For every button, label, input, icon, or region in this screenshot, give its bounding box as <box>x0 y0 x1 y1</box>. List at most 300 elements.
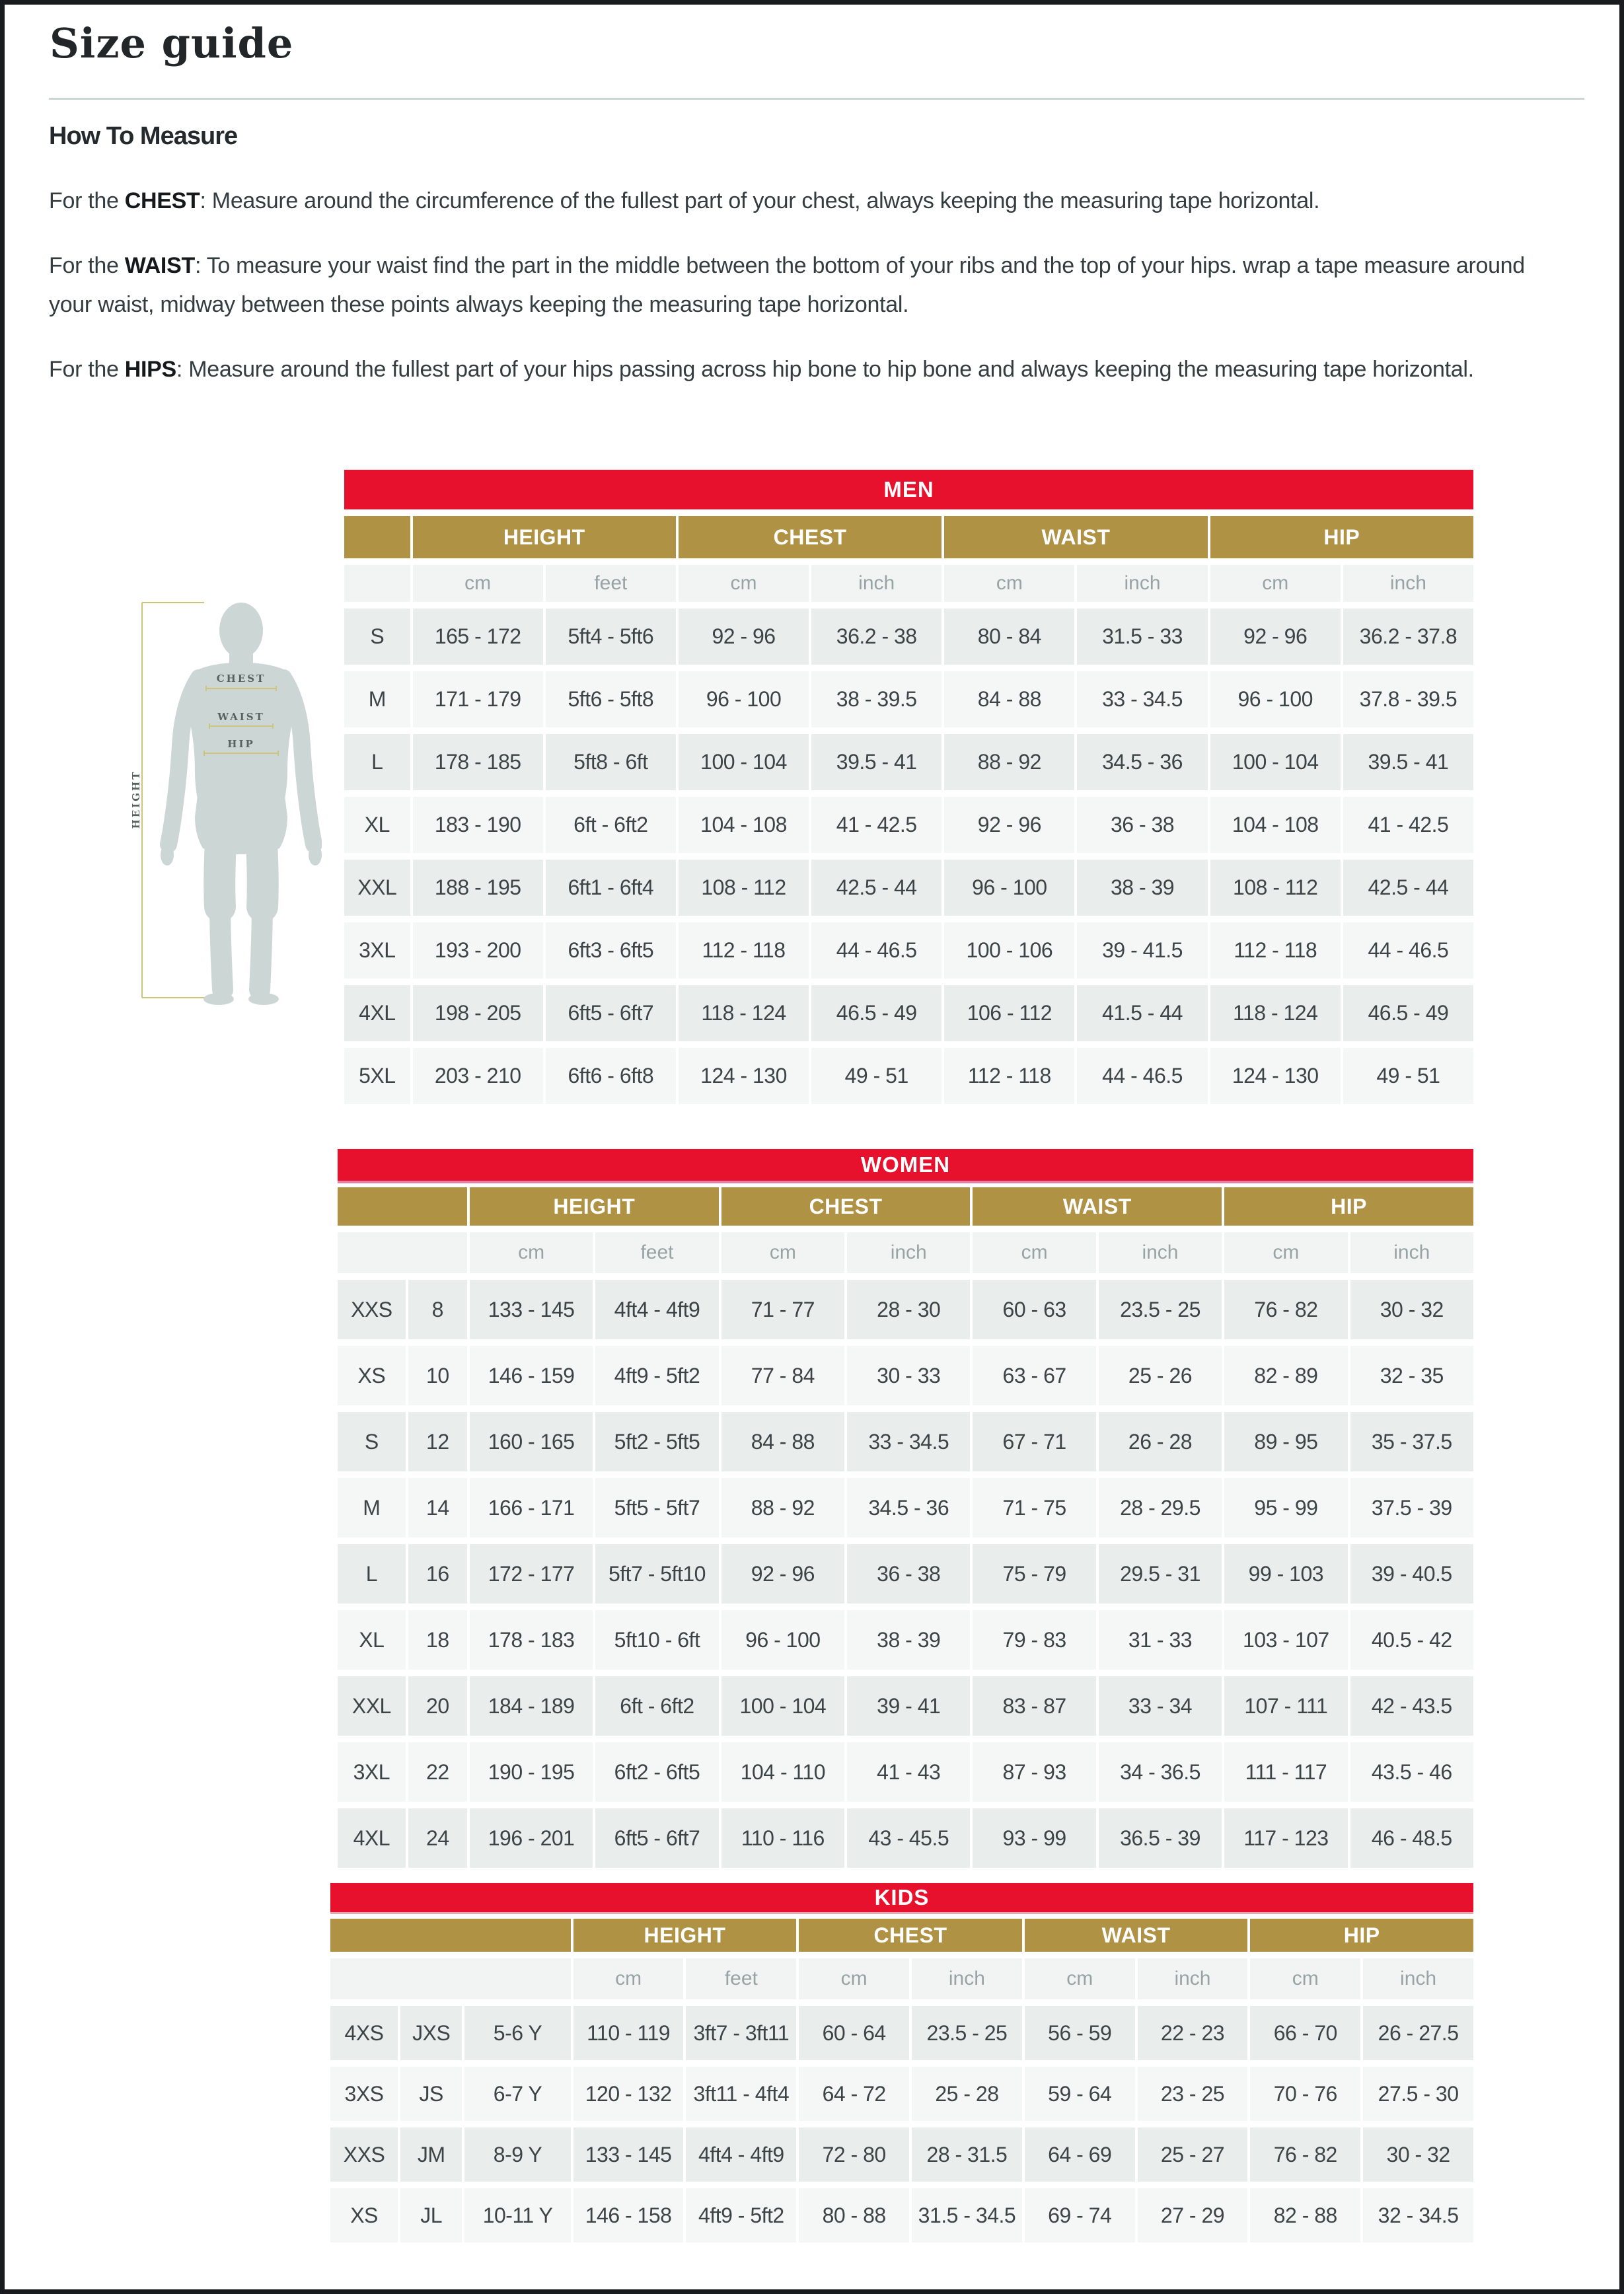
size-label: 10 <box>408 1346 467 1405</box>
measurement-cell: 75 - 79 <box>973 1544 1095 1604</box>
measurement-cell: 110 - 116 <box>721 1808 844 1868</box>
measurement-cell: 203 - 210 <box>413 1048 543 1104</box>
measurement-cell: 6ft6 - 6ft8 <box>546 1048 676 1104</box>
measurement-cell: 146 - 159 <box>470 1346 593 1405</box>
group-header-spacer <box>338 1187 467 1226</box>
measurement-cell: 104 - 110 <box>721 1742 844 1802</box>
units-row <box>330 1958 1473 1999</box>
measurement-cell: 112 - 118 <box>944 1048 1074 1104</box>
measurement-cell: 38 - 39.5 <box>811 671 941 727</box>
measurement-cell: 39 - 40.5 <box>1350 1544 1473 1604</box>
size-row <box>344 734 1473 790</box>
measurement-cell: 120 - 132 <box>573 2067 684 2121</box>
measurement-cell: 38 - 39 <box>847 1610 970 1670</box>
measurement-cell: 6ft5 - 6ft7 <box>546 985 676 1041</box>
measurement-cell: 30 - 33 <box>847 1346 970 1405</box>
measurement-cell: 23 - 25 <box>1138 2067 1248 2121</box>
measurement-cell: 23.5 - 25 <box>912 2006 1022 2060</box>
measurement-cell: 67 - 71 <box>973 1412 1095 1471</box>
group-header: HIP <box>1250 1919 1473 1952</box>
measurement-cell: 117 - 123 <box>1224 1808 1347 1868</box>
size-label: 4XS <box>330 2006 398 2060</box>
measurement-cell: 4ft9 - 5ft2 <box>595 1346 718 1405</box>
size-label: XXL <box>338 1676 406 1736</box>
measurement-cell: 82 - 89 <box>1224 1346 1347 1405</box>
measurement-cell: 100 - 104 <box>1210 734 1341 790</box>
measurement-cell: 49 - 51 <box>1343 1048 1473 1104</box>
group-header: WAIST <box>973 1187 1222 1226</box>
size-label: XS <box>338 1346 406 1405</box>
size-row <box>338 1808 1473 1868</box>
measurement-cell: 34 - 36.5 <box>1099 1742 1222 1802</box>
measurement-cell: 31.5 - 34.5 <box>912 2188 1022 2242</box>
measurement-cell: 87 - 93 <box>973 1742 1095 1802</box>
size-label: 10-11 Y <box>464 2188 570 2242</box>
figure-height-label: HEIGHT <box>130 770 142 829</box>
measurement-cell: 42.5 - 44 <box>1343 860 1473 916</box>
size-label: 4XL <box>338 1808 406 1868</box>
size-label: 8 <box>408 1280 467 1339</box>
measurement-cell: 92 - 96 <box>721 1544 844 1604</box>
measurement-cell: 72 - 80 <box>799 2128 909 2182</box>
measurement-cell: 100 - 104 <box>679 734 809 790</box>
measurement-cell: 124 - 130 <box>1210 1048 1341 1104</box>
measurement-cell: 104 - 108 <box>1210 797 1341 853</box>
size-row <box>330 2067 1473 2121</box>
unit-label: cm <box>721 1232 844 1273</box>
size-row <box>338 1742 1473 1802</box>
waist-term: WAIST <box>124 253 195 279</box>
unit-label: cm <box>944 565 1074 602</box>
measurement-cell: 27.5 - 30 <box>1363 2067 1473 2121</box>
measurement-cell: 43.5 - 46 <box>1350 1742 1473 1802</box>
measurement-cell: 160 - 165 <box>470 1412 593 1471</box>
size-label: JM <box>400 2128 462 2182</box>
page-title: Size guide <box>50 19 294 67</box>
size-label: 16 <box>408 1544 467 1604</box>
group-header-row <box>344 516 1473 558</box>
units-spacer <box>338 1232 467 1273</box>
measurement-cell: 33 - 34 <box>1099 1676 1222 1736</box>
group-header-row <box>330 1919 1473 1952</box>
size-label: M <box>338 1478 406 1537</box>
measurement-cell: 32 - 34.5 <box>1363 2188 1473 2242</box>
measurement-cell: 118 - 124 <box>679 985 809 1041</box>
size-label: 14 <box>408 1478 467 1537</box>
units-spacer <box>344 565 410 602</box>
unit-label: feet <box>686 1958 796 1999</box>
measurement-cell: 4ft4 - 4ft9 <box>595 1280 718 1339</box>
measurement-cell: 22 - 23 <box>1138 2006 1248 2060</box>
measurement-cell: 26 - 28 <box>1099 1412 1222 1471</box>
measurement-cell: 183 - 190 <box>413 797 543 853</box>
size-row <box>330 2188 1473 2242</box>
size-row <box>338 1478 1473 1537</box>
measurement-cell: 39.5 - 41 <box>1343 734 1473 790</box>
measurement-cell: 35 - 37.5 <box>1350 1412 1473 1471</box>
measurement-cell: 69 - 74 <box>1025 2188 1135 2242</box>
measurement-cell: 95 - 99 <box>1224 1478 1347 1537</box>
size-label: 18 <box>408 1610 467 1670</box>
measurement-cell: 49 - 51 <box>811 1048 941 1104</box>
table-title-row <box>330 1883 1473 1912</box>
measurement-cell: 193 - 200 <box>413 922 543 979</box>
measurement-cell: 44 - 46.5 <box>1343 922 1473 979</box>
unit-label: cm <box>1224 1232 1347 1273</box>
measurement-cell: 133 - 145 <box>470 1280 593 1339</box>
group-header: HEIGHT <box>470 1187 719 1226</box>
waist-instruction: For the WAIST: To measure your waist find the part in the middle between the bottom of your ribs and the top of your hips. wrap a tape measure around your waist, midway between these points always keeping the measuring tape horizontal. <box>49 253 1525 317</box>
unit-label: cm <box>1025 1958 1135 1999</box>
unit-label: cm <box>573 1958 684 1999</box>
units-row <box>344 565 1473 602</box>
measurement-cell: 83 - 87 <box>973 1676 1095 1736</box>
group-header-row <box>338 1187 1473 1226</box>
kids-size-table <box>328 1876 1476 2249</box>
measurement-cell: 165 - 172 <box>413 609 543 665</box>
measurement-cell: 34.5 - 36 <box>1077 734 1207 790</box>
units-spacer <box>330 1958 571 1999</box>
measurement-cell: 27 - 29 <box>1138 2188 1248 2242</box>
measurement-cell: 44 - 46.5 <box>1077 1048 1207 1104</box>
chest-term: CHEST <box>124 188 200 213</box>
measurement-cell: 96 - 100 <box>721 1610 844 1670</box>
measurement-cell: 39 - 41 <box>847 1676 970 1736</box>
measurement-cell: 64 - 69 <box>1025 2128 1135 2182</box>
size-label: 6-7 Y <box>464 2067 570 2121</box>
measurement-cell: 96 - 100 <box>1210 671 1341 727</box>
measurement-cell: 111 - 117 <box>1224 1742 1347 1802</box>
measurement-cell: 36.5 - 39 <box>1099 1808 1222 1868</box>
unit-label: inch <box>1363 1958 1473 1999</box>
measurement-cell: 96 - 100 <box>679 671 809 727</box>
size-label: S <box>344 609 410 665</box>
measurement-cell: 37.5 - 39 <box>1350 1478 1473 1537</box>
measurement-cell: 41 - 43 <box>847 1742 970 1802</box>
size-row <box>330 2006 1473 2060</box>
measurement-cell: 6ft2 - 6ft5 <box>595 1742 718 1802</box>
measurement-cell: 108 - 112 <box>679 860 809 916</box>
size-row <box>344 860 1473 916</box>
measurement-cell: 31.5 - 33 <box>1077 609 1207 665</box>
measurement-cell: 33 - 34.5 <box>1077 671 1207 727</box>
size-row <box>338 1676 1473 1736</box>
measurement-cell: 100 - 106 <box>944 922 1074 979</box>
measurement-cell: 56 - 59 <box>1025 2006 1135 2060</box>
measurement-cell: 6ft1 - 6ft4 <box>546 860 676 916</box>
measurement-cell: 171 - 179 <box>413 671 543 727</box>
unit-label: inch <box>847 1232 970 1273</box>
measurement-cell: 23.5 - 25 <box>1099 1280 1222 1339</box>
measurement-cell: 190 - 195 <box>470 1742 593 1802</box>
measurement-cell: 92 - 96 <box>679 609 809 665</box>
measurement-cell: 5ft6 - 5ft8 <box>546 671 676 727</box>
measurement-cell: 79 - 83 <box>973 1610 1095 1670</box>
size-label: XS <box>330 2188 398 2242</box>
table-title: MEN <box>344 470 1473 509</box>
measurement-cell: 6ft3 - 6ft5 <box>546 922 676 979</box>
measurement-cell: 70 - 76 <box>1250 2067 1360 2121</box>
unit-label: cm <box>1210 565 1341 602</box>
size-label: 12 <box>408 1412 467 1471</box>
size-row <box>344 671 1473 727</box>
measurement-cell: 103 - 107 <box>1224 1610 1347 1670</box>
measurement-cell: 99 - 103 <box>1224 1544 1347 1604</box>
size-label: 4XL <box>344 985 410 1041</box>
size-row <box>344 797 1473 853</box>
measurement-cell: 41 - 42.5 <box>1343 797 1473 853</box>
size-row <box>344 609 1473 665</box>
measurement-cell: 112 - 118 <box>1210 922 1341 979</box>
unit-label: cm <box>413 565 543 602</box>
group-header-spacer <box>330 1919 571 1952</box>
unit-label: feet <box>595 1232 718 1273</box>
measurement-cell: 110 - 119 <box>573 2006 684 2060</box>
size-label: M <box>344 671 410 727</box>
measurement-cell: 198 - 205 <box>413 985 543 1041</box>
measurement-cell: 30 - 32 <box>1363 2128 1473 2182</box>
measurement-cell: 42 - 43.5 <box>1350 1676 1473 1736</box>
unit-label: inch <box>1343 565 1473 602</box>
table-title: WOMEN <box>338 1149 1473 1181</box>
size-label: 20 <box>408 1676 467 1736</box>
measurement-cell: 28 - 30 <box>847 1280 970 1339</box>
measurement-cell: 100 - 104 <box>721 1676 844 1736</box>
measurement-cell: 64 - 72 <box>799 2067 909 2121</box>
measurement-cell: 118 - 124 <box>1210 985 1341 1041</box>
measurement-cell: 108 - 112 <box>1210 860 1341 916</box>
size-row <box>338 1544 1473 1604</box>
measurement-cell: 106 - 112 <box>944 985 1074 1041</box>
women-size-table <box>335 1142 1476 1874</box>
body-silhouette-illustration <box>130 596 322 1006</box>
figure-hip-label: HIP <box>227 738 255 750</box>
measurement-cell: 60 - 64 <box>799 2006 909 2060</box>
measurement-cell: 36 - 38 <box>1077 797 1207 853</box>
measurement-cell: 63 - 67 <box>973 1346 1095 1405</box>
size-row <box>338 1610 1473 1670</box>
measurement-cell: 26 - 27.5 <box>1363 2006 1473 2060</box>
measurement-cell: 37.8 - 39.5 <box>1343 671 1473 727</box>
how-to-measure-heading: How To Measure <box>49 122 238 150</box>
figure-waist-label: WAIST <box>217 711 265 723</box>
size-label: XL <box>338 1610 406 1670</box>
measurement-cell: 88 - 92 <box>944 734 1074 790</box>
measurement-cell: 104 - 108 <box>679 797 809 853</box>
group-header: HEIGHT <box>413 516 676 558</box>
measurement-cell: 31 - 33 <box>1099 1610 1222 1670</box>
measurement-cell: 5ft2 - 5ft5 <box>595 1412 718 1471</box>
size-row <box>338 1280 1473 1339</box>
measurement-cell: 88 - 92 <box>721 1478 844 1537</box>
measurement-cell: 89 - 95 <box>1224 1412 1347 1471</box>
measurement-cell: 5ft10 - 6ft <box>595 1610 718 1670</box>
measurement-cell: 46.5 - 49 <box>1343 985 1473 1041</box>
group-header: HIP <box>1210 516 1473 558</box>
measurement-cell: 36.2 - 37.8 <box>1343 609 1473 665</box>
measurement-cell: 5ft8 - 6ft <box>546 734 676 790</box>
measurement-cell: 178 - 185 <box>413 734 543 790</box>
measurement-cell: 96 - 100 <box>944 860 1074 916</box>
group-header: WAIST <box>1025 1919 1248 1952</box>
unit-label: cm <box>973 1232 1095 1273</box>
measurement-cell: 25 - 28 <box>912 2067 1022 2121</box>
unit-label: inch <box>1077 565 1207 602</box>
measurement-cell: 33 - 34.5 <box>847 1412 970 1471</box>
measurement-cell: 25 - 27 <box>1138 2128 1248 2182</box>
measurement-cell: 84 - 88 <box>721 1412 844 1471</box>
measurement-cell: 71 - 77 <box>721 1280 844 1339</box>
unit-label: cm <box>799 1958 909 1999</box>
measurement-cell: 43 - 45.5 <box>847 1808 970 1868</box>
measurement-cell: 4ft9 - 5ft2 <box>686 2188 796 2242</box>
unit-label: inch <box>1350 1232 1473 1273</box>
measurement-cell: 29.5 - 31 <box>1099 1544 1222 1604</box>
size-label: 3XL <box>338 1742 406 1802</box>
measurement-cell: 178 - 183 <box>470 1610 593 1670</box>
unit-label: inch <box>1138 1958 1248 1999</box>
size-row <box>344 922 1473 979</box>
measurement-cell: 166 - 171 <box>470 1478 593 1537</box>
group-header: CHEST <box>679 516 941 558</box>
size-label: 5XL <box>344 1048 410 1104</box>
unit-label: cm <box>1250 1958 1360 1999</box>
silhouette <box>161 603 322 1005</box>
measurement-cell: 92 - 96 <box>1210 609 1341 665</box>
men-size-table <box>342 463 1476 1111</box>
measurement-cell: 3ft11 - 4ft4 <box>686 2067 796 2121</box>
how-to-measure-text <box>49 182 1569 416</box>
measurement-cell: 6ft - 6ft2 <box>595 1676 718 1736</box>
size-label: JS <box>400 2067 462 2121</box>
measurement-cell: 60 - 63 <box>973 1280 1095 1339</box>
unit-label: inch <box>912 1958 1022 1999</box>
measurement-cell: 28 - 29.5 <box>1099 1478 1222 1537</box>
size-label: JL <box>400 2188 462 2242</box>
measurement-cell: 112 - 118 <box>679 922 809 979</box>
measurement-cell: 32 - 35 <box>1350 1346 1473 1405</box>
measurement-cell: 84 - 88 <box>944 671 1074 727</box>
measurement-cell: 4ft4 - 4ft9 <box>686 2128 796 2182</box>
size-label: 8-9 Y <box>464 2128 570 2182</box>
size-label: S <box>338 1412 406 1471</box>
body-measurement-figure <box>130 596 322 1006</box>
measurement-cell: 34.5 - 36 <box>847 1478 970 1537</box>
table-title-row <box>344 470 1473 509</box>
measurement-cell: 25 - 26 <box>1099 1346 1222 1405</box>
size-label: XXS <box>330 2128 398 2182</box>
table-title: KIDS <box>330 1883 1473 1912</box>
measurement-cell: 44 - 46.5 <box>811 922 941 979</box>
figure-chest-label: CHEST <box>216 673 266 684</box>
measurement-cell: 71 - 75 <box>973 1478 1095 1537</box>
measurement-cell: 6ft - 6ft2 <box>546 797 676 853</box>
size-label: 24 <box>408 1808 467 1868</box>
measurement-cell: 38 - 39 <box>1077 860 1207 916</box>
measurement-cell: 172 - 177 <box>470 1544 593 1604</box>
measurement-cell: 5ft7 - 5ft10 <box>595 1544 718 1604</box>
measurement-cell: 77 - 84 <box>721 1346 844 1405</box>
unit-label: inch <box>1099 1232 1222 1273</box>
measurement-cell: 41.5 - 44 <box>1077 985 1207 1041</box>
group-header: HEIGHT <box>573 1919 797 1952</box>
size-label: 22 <box>408 1742 467 1802</box>
unit-label: feet <box>546 565 676 602</box>
size-label: 3XS <box>330 2067 398 2121</box>
group-header-spacer <box>344 516 410 558</box>
hips-term: HIPS <box>124 357 176 383</box>
size-row <box>338 1412 1473 1471</box>
measurement-cell: 133 - 145 <box>573 2128 684 2182</box>
size-row <box>330 2128 1473 2182</box>
unit-label: cm <box>679 565 809 602</box>
measurement-cell: 42.5 - 44 <box>811 860 941 916</box>
measurement-cell: 41 - 42.5 <box>811 797 941 853</box>
size-label: XXL <box>344 860 410 916</box>
measurement-cell: 188 - 195 <box>413 860 543 916</box>
table-title-row <box>338 1149 1473 1181</box>
units-row <box>338 1232 1473 1273</box>
measurement-cell: 28 - 31.5 <box>912 2128 1022 2182</box>
title-divider <box>49 98 1584 100</box>
unit-label: inch <box>811 565 941 602</box>
measurement-cell: 80 - 84 <box>944 609 1074 665</box>
measurement-cell: 46 - 48.5 <box>1350 1808 1473 1868</box>
measurement-cell: 30 - 32 <box>1350 1280 1473 1339</box>
measurement-cell: 3ft7 - 3ft11 <box>686 2006 796 2060</box>
size-label: XXS <box>338 1280 406 1339</box>
size-label: L <box>338 1544 406 1604</box>
measurement-cell: 124 - 130 <box>679 1048 809 1104</box>
measurement-cell: 196 - 201 <box>470 1808 593 1868</box>
size-row <box>344 1048 1473 1104</box>
measurement-cell: 5ft4 - 5ft6 <box>546 609 676 665</box>
size-label: L <box>344 734 410 790</box>
size-label: 3XL <box>344 922 410 979</box>
measurement-cell: 5ft5 - 5ft7 <box>595 1478 718 1537</box>
group-header: CHEST <box>721 1187 971 1226</box>
hips-instruction: For the HIPS: Measure around the fullest part of your hips passing across hip bone to hip bone and always keeping the measuring tape horizontal. <box>49 357 1474 383</box>
measurement-cell: 36 - 38 <box>847 1544 970 1604</box>
group-header: CHEST <box>799 1919 1022 1952</box>
measurement-cell: 76 - 82 <box>1224 1280 1347 1339</box>
measurement-cell: 146 - 158 <box>573 2188 684 2242</box>
measurement-cell: 184 - 189 <box>470 1676 593 1736</box>
group-header: WAIST <box>944 516 1207 558</box>
measurement-cell: 6ft5 - 6ft7 <box>595 1808 718 1868</box>
unit-label: cm <box>470 1232 593 1273</box>
measurement-cell: 39 - 41.5 <box>1077 922 1207 979</box>
measurement-cell: 59 - 64 <box>1025 2067 1135 2121</box>
size-label: XL <box>344 797 410 853</box>
size-label: 5-6 Y <box>464 2006 570 2060</box>
measurement-cell: 39.5 - 41 <box>811 734 941 790</box>
measurement-cell: 36.2 - 38 <box>811 609 941 665</box>
measurement-cell: 76 - 82 <box>1250 2128 1360 2182</box>
measurement-cell: 93 - 99 <box>973 1808 1095 1868</box>
measurement-cell: 66 - 70 <box>1250 2006 1360 2060</box>
measurement-cell: 82 - 88 <box>1250 2188 1360 2242</box>
measurement-cell: 92 - 96 <box>944 797 1074 853</box>
measurement-cell: 46.5 - 49 <box>811 985 941 1041</box>
group-header: HIP <box>1224 1187 1473 1226</box>
measurement-cell: 107 - 111 <box>1224 1676 1347 1736</box>
chest-instruction: For the CHEST: Measure around the circumference of the fullest part of your chest, always keeping the measuring tape horizontal. <box>49 188 1320 213</box>
measurement-cell: 40.5 - 42 <box>1350 1610 1473 1670</box>
measurement-cell: 80 - 88 <box>799 2188 909 2242</box>
size-row <box>338 1346 1473 1405</box>
size-label: JXS <box>400 2006 462 2060</box>
